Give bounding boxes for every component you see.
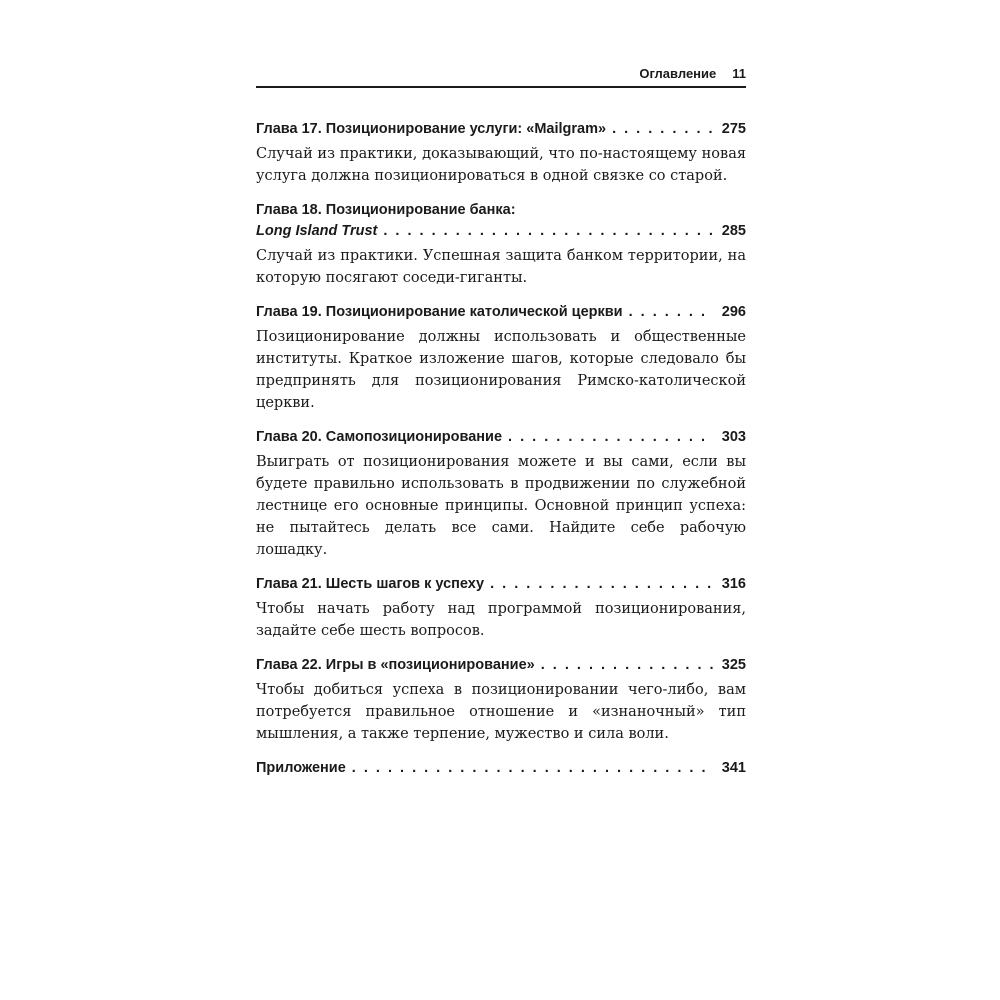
toc-entry-title: Глава 17. Позиционирование услуги: «Mailgram» — [256, 121, 607, 137]
running-header — [256, 66, 746, 88]
toc-entry-appendix — [256, 758, 746, 779]
header-section-title: Оглавление — [639, 66, 717, 81]
table-of-contents — [256, 119, 746, 779]
toc-entry-chapter-18 — [256, 200, 746, 289]
toc-entry-title: Глава 21. Шесть шагов к успеху — [256, 576, 485, 592]
toc-entry-title: Глава 19. Позиционирование католической церкви — [256, 304, 623, 320]
toc-entry-page: 285 — [721, 223, 746, 239]
toc-entry-title: Глава 22. Игры в «позиционирование» — [256, 657, 535, 673]
toc-entry-title-row — [256, 655, 746, 676]
toc-entry-description: Выиграть от позиционирования можете и вы сами, если вы будете правильно использовать в продвижении по служебной лестнице его основные принципы. Основной принцип успеха: не пытайтесь делать все сами. Найдите себе рабочую лошадку. — [256, 454, 746, 558]
toc-entry-title-row — [256, 221, 746, 242]
toc-entry-title-row — [256, 427, 746, 448]
dot-leader — [629, 302, 714, 323]
dot-leader — [490, 574, 714, 595]
toc-entry-description: Позиционирование должны использовать и общественные институты. Краткое изложение шагов, которые следовало бы предпринять для позиционирования Римско-католической церкви. — [256, 329, 746, 411]
toc-entry-title-row — [256, 302, 746, 323]
toc-entry-description: Чтобы начать работу над программой позиционирования, задайте себе шесть вопросов. — [256, 601, 746, 639]
book-page — [256, 66, 746, 792]
toc-entry-description: Случай из практики, доказывающий, что по-настоящему новая услуга должна позиционироваться в одной связке со старой. — [256, 146, 746, 184]
toc-entry-page: 341 — [721, 760, 746, 776]
toc-entry-title-row — [256, 574, 746, 595]
toc-entry-title-line1: Глава 18. Позиционирование банка: — [256, 202, 516, 218]
toc-entry-chapter-21 — [256, 574, 746, 642]
dot-leader — [612, 119, 714, 140]
header-page-number: 11 — [732, 66, 746, 81]
dot-leader — [541, 655, 714, 676]
toc-entry-title: Приложение — [256, 760, 346, 776]
toc-entry-chapter-17 — [256, 119, 746, 187]
toc-entry-title: Long Island Trust — [256, 223, 378, 239]
toc-entry-title-row — [256, 119, 746, 140]
toc-entry-page: 303 — [721, 429, 746, 445]
dot-leader — [352, 758, 714, 779]
toc-entry-title-row — [256, 758, 746, 779]
toc-entry-chapter-22 — [256, 655, 746, 745]
toc-entry-description: Чтобы добиться успеха в позиционировании чего-либо, вам потребуется правильное отношение и «изнаночный» тип мышления, а также терпение, мужество и сила воли. — [256, 682, 746, 742]
toc-entry-title: Глава 20. Самопозиционирование — [256, 429, 503, 445]
toc-entry-page: 325 — [721, 657, 746, 673]
toc-entry-page: 275 — [721, 121, 746, 137]
toc-entry-page: 296 — [721, 304, 746, 320]
toc-entry-description: Случай из практики. Успешная защита банком территории, на которую посягают соседи-гиганты. — [256, 248, 746, 286]
toc-entry-chapter-20 — [256, 427, 746, 561]
toc-entry-page: 316 — [721, 576, 746, 592]
dot-leader — [383, 221, 714, 242]
toc-entry-chapter-19 — [256, 302, 746, 414]
dot-leader — [508, 427, 714, 448]
